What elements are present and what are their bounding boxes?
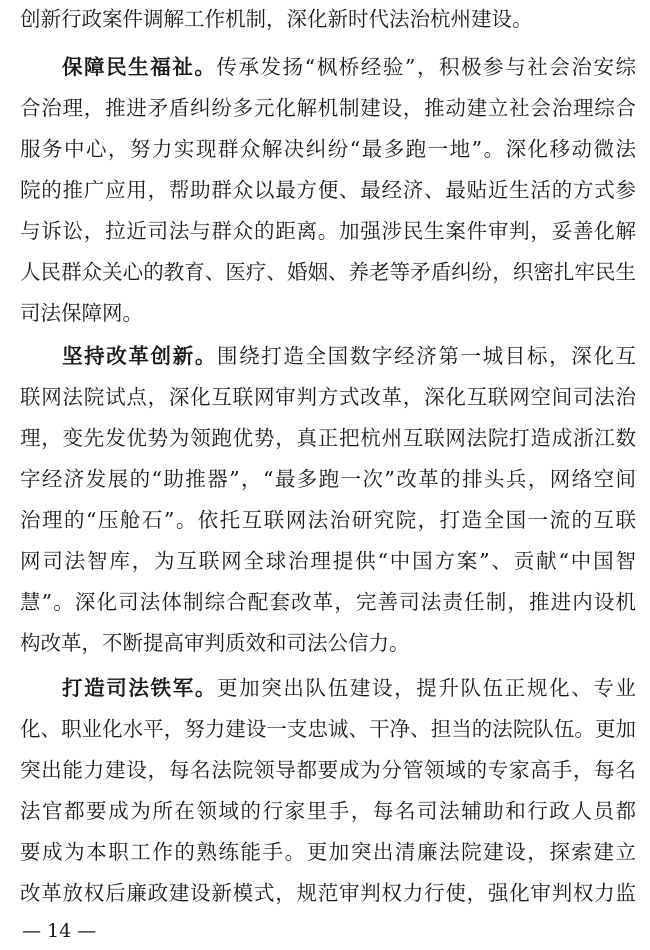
paragraph-line: 化、职业化水平，努力建设一支忠诚、干净、担当的法院队伍。更加 xyxy=(20,717,636,741)
paragraph-heading: 坚持改革创新。 xyxy=(62,344,217,368)
paragraph-first-line xyxy=(62,671,636,705)
paragraph-line: 服务中心，努力实现群众解决纠纷“最多跑一地”。深化移动微法 xyxy=(20,137,636,161)
paragraph-line: 院的推广应用，帮助群众以最方便、最经济、最贴近生活的方式参 xyxy=(20,178,636,202)
paragraph-first-line xyxy=(62,50,636,84)
paragraph-line: 突出能力建设，每名法院领导都要成为分管领域的专家高手，每名 xyxy=(20,758,636,782)
paragraph-heading: 保障民生福祉。 xyxy=(62,55,217,79)
paragraph-first-line xyxy=(62,339,636,373)
paragraph-line: 司法保障网。 xyxy=(20,301,143,325)
paragraph-line: 改革放权后廉政建设新模式，规范审判权力行使，强化审判权力监 xyxy=(20,881,636,905)
intro-line: 创新行政案件调解工作机制，深化新时代法治杭州建设。 xyxy=(20,7,533,31)
paragraph-line: 合治理，推进矛盾纠纷多元化解机制建设，推动建立社会治理综合 xyxy=(20,96,636,120)
paragraph-line: 人民群众关心的教育、医疗、婚姻、养老等矛盾纠纷，织密扎牢民生 xyxy=(20,260,636,284)
paragraph-line: 与诉讼，拉近司法与群众的距离。加强涉民生案件审判，妥善化解 xyxy=(20,219,636,243)
paragraph-line: 构改革，不断提高审判质效和司法公信力。 xyxy=(20,631,410,655)
paragraph-text: 更加突出队伍建设，提升队伍正规化、专业 xyxy=(216,676,636,700)
paragraph-text: 围绕打造全国数字经济第一城目标，深化互 xyxy=(216,344,636,368)
paragraph-line: 理，变先发优势为领跑优势，真正把杭州互联网法院打造成浙江数 xyxy=(20,426,636,450)
page-number: — 14 — xyxy=(22,920,97,942)
paragraph-line: 字经济发展的“助推器”，“最多跑一次”改革的排头兵，网络空间 xyxy=(20,467,636,491)
paragraph-line: 要成为本职工作的熟练能手。更加突出清廉法院建设，探索建立 xyxy=(20,840,636,864)
paragraph-line: 治理的“压舱石”。依托互联网法治研究院，打造全国一流的互联 xyxy=(20,508,636,532)
paragraph-line: 法官都要成为所在领域的行家里手，每名司法辅助和行政人员都 xyxy=(20,799,636,823)
paragraph-text: 传承发扬“枫桥经验”，积极参与社会治安综 xyxy=(216,55,636,79)
paragraph-heading: 打造司法铁军。 xyxy=(62,676,217,700)
paragraph-line: 慧”。深化司法体制综合配套改革，完善司法责任制，推进内设机 xyxy=(20,590,636,614)
paragraph-line: 网司法智库，为互联网全球治理提供“中国方案”、贡献“中国智 xyxy=(20,549,636,573)
paragraph-line: 联网法院试点，深化互联网审判方式改革，深化互联网空间司法治 xyxy=(20,385,636,409)
